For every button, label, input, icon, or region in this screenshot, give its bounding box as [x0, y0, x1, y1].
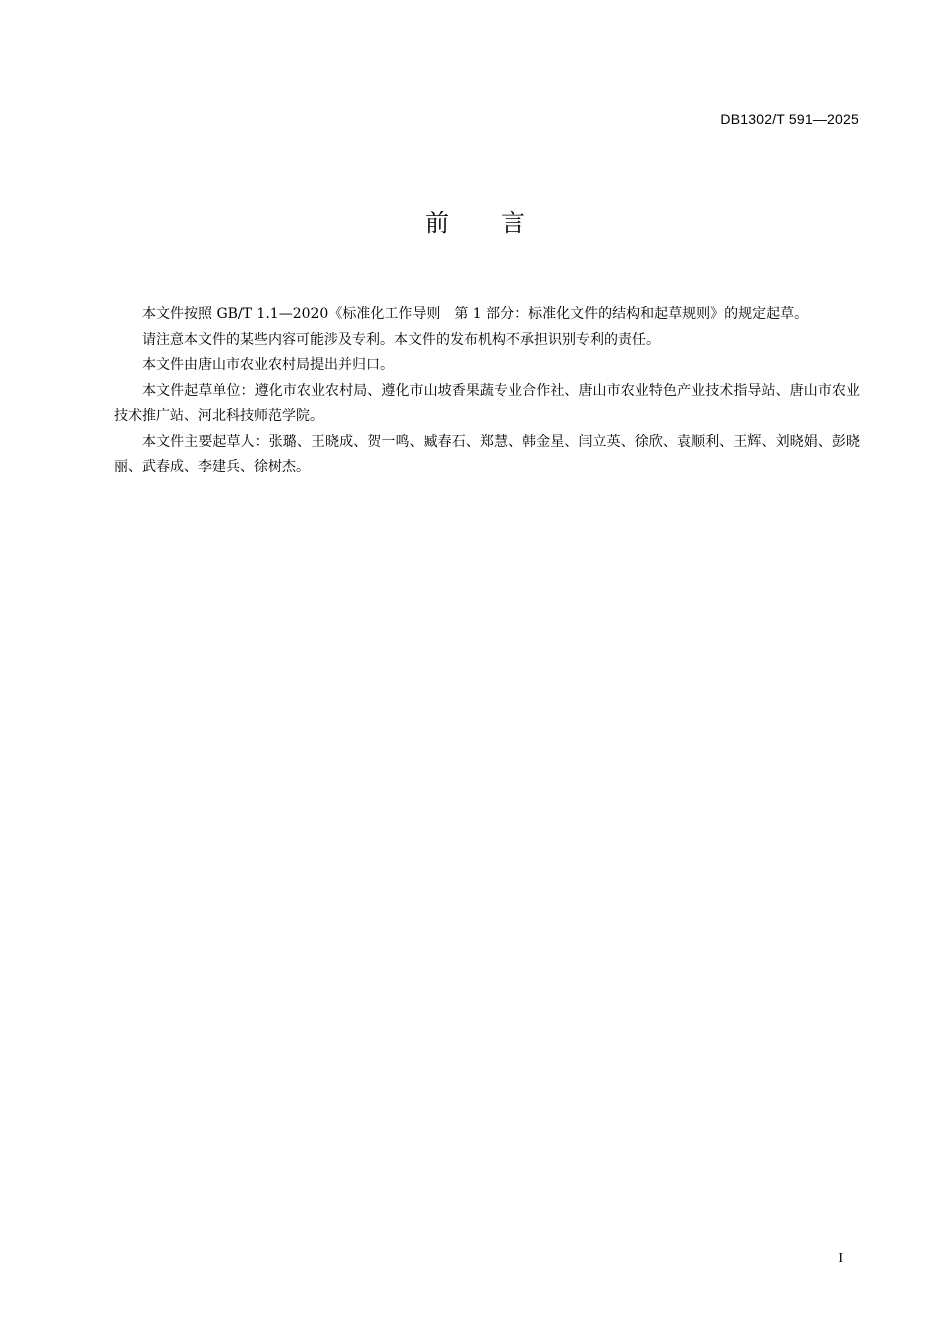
paragraph-drafting-units: 本文件起草单位：遵化市农业农村局、遵化市山坡香果蔬专业合作社、唐山市农业特色产业技术指导站、唐山市农业技术推广站、河北科技师范学院。 — [114, 382, 860, 424]
paragraph-patent-notice: 请注意本文件的某些内容可能涉及专利。本文件的发布机构不承担识别专利的责任。 — [142, 331, 660, 348]
title-char-1: 前 — [425, 209, 449, 237]
section-title — [0, 207, 950, 239]
paragraph-drafters: 本文件主要起草人：张璐、王晓成、贺一鸣、臧春石、郑慧、韩金星、闫立英、徐欣、袁顺利、王辉、刘晓娟、彭晓丽、武春成、李建兵、徐树杰。 — [114, 433, 860, 475]
page-number: I — [838, 1251, 843, 1266]
paragraph-proposer: 本文件由唐山市农业农村局提出并归口。 — [142, 357, 394, 373]
paragraph-drafting-rules: 本文件按照 GB/T 1.1—2020《标准化工作导则 第 1 部分：标准化文件的结构和起草规则》的规定起草。 — [142, 306, 809, 322]
title-char-2: 言 — [501, 209, 525, 237]
document-code: DB1302/T 591—2025 — [720, 111, 859, 127]
foreword-body — [114, 302, 860, 481]
